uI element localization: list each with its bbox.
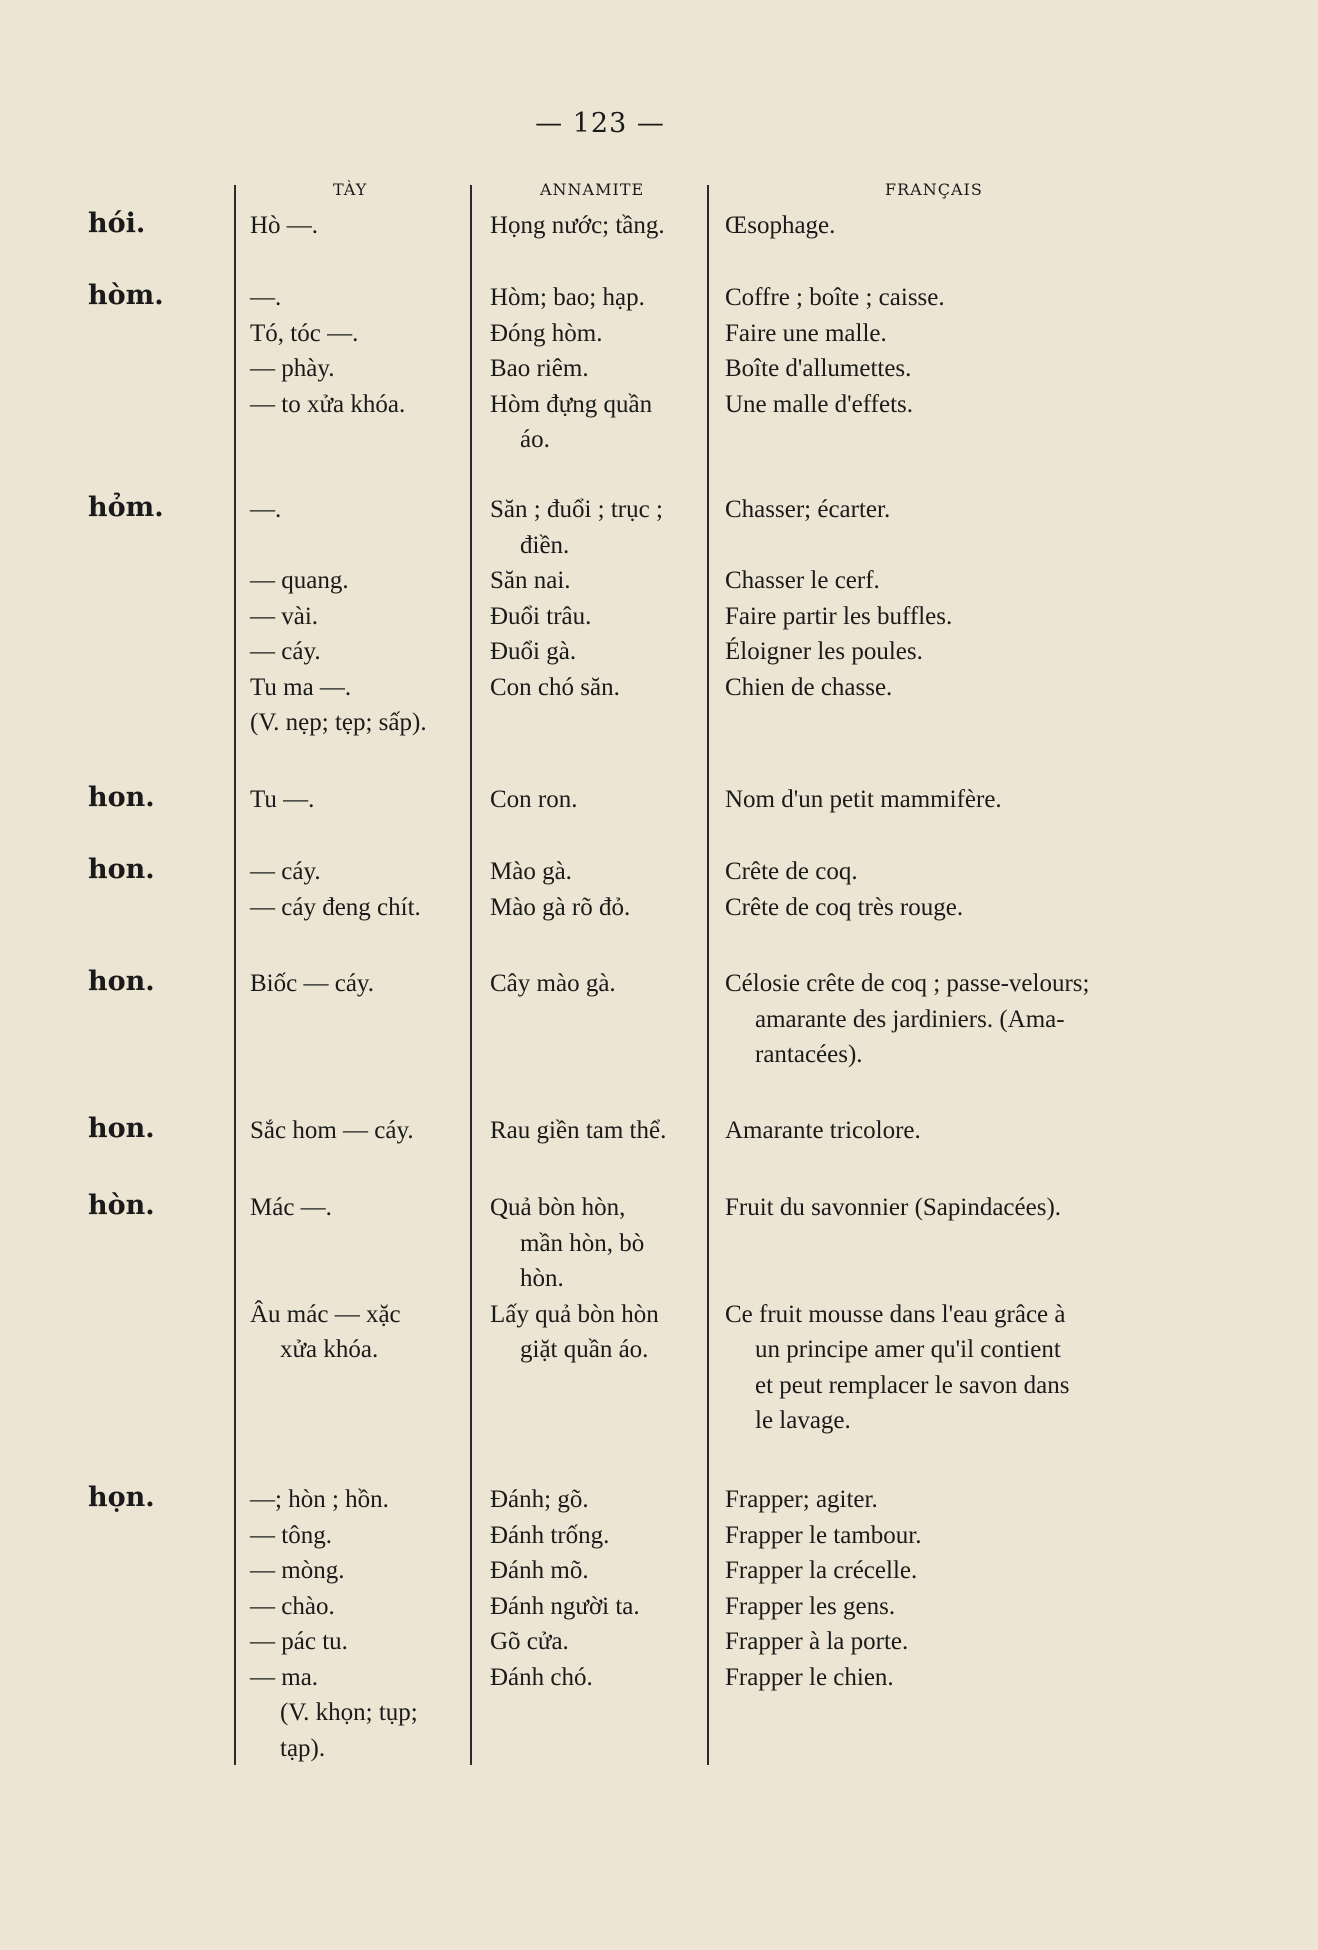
francais-cell-line: Faire partir les buffles. — [725, 602, 953, 630]
francais-cell-line: amarante des jardiniers. (Ama- — [755, 1005, 1065, 1033]
francais-cell — [725, 1190, 1165, 1439]
francais-cell-line: Frapper à la porte. — [725, 1628, 909, 1655]
francais-cell — [725, 280, 1165, 422]
francais-cell — [725, 1482, 1165, 1695]
francais-cell-line: Chasser; écarter. — [725, 496, 891, 523]
tay-cell — [250, 492, 475, 741]
francais-cell-line: Frapper le chien. — [725, 1663, 894, 1691]
tay-cell-line: — tông. — [250, 1521, 332, 1549]
tay-cell-line: xửa khóa. — [280, 1336, 379, 1363]
tay-cell-line: Hò —. — [250, 212, 319, 239]
annamite-cell-line: mần hòn, bò — [520, 1229, 645, 1257]
francais-cell-line: Une malle d'effets. — [725, 390, 914, 418]
annamite-cell-line: hòn. — [520, 1265, 564, 1292]
francais-cell-line: Œsophage. — [725, 212, 836, 239]
francais-cell-line: Crête de coq. — [725, 858, 858, 885]
francais-cell-line: Éloigner les poules. — [725, 638, 923, 665]
francais-cell-line — [725, 1226, 1165, 1262]
annamite-cell-line: Con ron. — [490, 786, 578, 813]
francais-cell-line: le lavage. — [755, 1407, 851, 1434]
francais-cell-line: Nom d'un petit mammifère. — [725, 786, 1002, 813]
headword: hỏm. — [88, 492, 164, 523]
tay-cell-line: Tó, tóc —. — [250, 319, 359, 347]
francais-cell-line — [725, 1261, 1165, 1297]
tay-cell — [250, 1190, 475, 1368]
tay-cell-line: Sắc hom — cáy. — [250, 1117, 414, 1144]
francais-cell — [725, 966, 1165, 1073]
tay-cell-line: — ma. — [250, 1663, 319, 1691]
headword: họn. — [88, 1482, 155, 1513]
annamite-cell — [490, 966, 715, 1002]
headword: hon. — [88, 854, 155, 885]
francais-cell-line: Frapper le tambour. — [725, 1521, 922, 1549]
tay-cell-line: Âu mác — xặc — [250, 1300, 401, 1328]
annamite-cell-line: Đóng hòm. — [490, 319, 603, 347]
annamite-cell — [490, 280, 715, 458]
francais-cell-line: Fruit du savonnier (Sapindacées). — [725, 1194, 1062, 1221]
francais-cell-line: Frapper; agiter. — [725, 1486, 878, 1513]
annamite-cell-line: Mào gà rõ đỏ. — [490, 893, 631, 921]
tay-cell-line: (V. nẹp; tẹp; sấp). — [250, 709, 427, 736]
column-header-francais: FRANÇAIS — [885, 180, 983, 199]
francais-cell — [725, 854, 1165, 925]
tay-cell-line: — chào. — [250, 1592, 335, 1620]
annamite-cell-line: Quả bòn hòn, — [490, 1194, 626, 1221]
tay-cell-line: — mòng. — [250, 1557, 345, 1584]
annamite-cell-line: Hòm đựng quần — [490, 390, 653, 418]
tay-cell-line: Mác —. — [250, 1194, 332, 1221]
tay-cell-line: (V. khọn; tụp; — [280, 1699, 418, 1726]
headword: hòm. — [88, 280, 164, 311]
headword: hòn. — [88, 1190, 155, 1221]
francais-cell — [725, 1113, 1165, 1149]
tay-cell-line: — vài. — [250, 602, 319, 630]
annamite-cell — [490, 854, 715, 925]
annamite-cell-line: Đuổi gà. — [490, 638, 577, 665]
francais-cell-line: rantacées). — [755, 1041, 863, 1068]
tay-cell-line: — cáy đeng chít. — [250, 893, 421, 921]
francais-cell-line: et peut remplacer le savon dans — [755, 1371, 1070, 1399]
francais-cell-line: Chien de chasse. — [725, 673, 893, 701]
tay-cell-line: Tu ma —. — [250, 673, 352, 701]
francais-cell-line: Boîte d'allumettes. — [725, 355, 912, 382]
tay-cell-line — [250, 1261, 475, 1297]
tay-cell-line: — cáy. — [250, 858, 321, 885]
annamite-cell-line: Đánh mõ. — [490, 1557, 589, 1584]
annamite-cell-line: Bao riêm. — [490, 355, 589, 382]
annamite-cell — [490, 492, 715, 705]
francais-cell-line: Chasser le cerf. — [725, 567, 880, 594]
tay-cell — [250, 782, 475, 818]
tay-cell-line: —. — [250, 284, 282, 311]
tay-cell — [250, 280, 475, 422]
annamite-cell-line: Đánh; gõ. — [490, 1486, 589, 1513]
annamite-cell — [490, 208, 715, 244]
tay-cell — [250, 966, 475, 1002]
tay-cell-line — [250, 528, 475, 564]
annamite-cell-line: giặt quần áo. — [520, 1336, 649, 1363]
francais-cell-line: Célosie crête de coq ; passe-velours; — [725, 970, 1090, 997]
annamite-cell-line: áo. — [520, 426, 550, 453]
annamite-cell — [490, 782, 715, 818]
francais-cell — [725, 782, 1165, 818]
tay-cell-line: — phày. — [250, 355, 335, 382]
francais-cell-line: Crête de coq très rouge. — [725, 893, 964, 921]
headword: hói. — [88, 208, 146, 239]
annamite-cell — [490, 1482, 715, 1695]
francais-cell-line: Frapper la crécelle. — [725, 1557, 918, 1584]
tay-cell-line: —; hòn ; hồn. — [250, 1486, 389, 1513]
annamite-cell-line: Lấy quả bòn hòn — [490, 1300, 659, 1328]
headword: hon. — [88, 1113, 155, 1144]
tay-cell-line: — cáy. — [250, 638, 321, 665]
annamite-cell-line: Đuổi trâu. — [490, 602, 592, 630]
headword: hon. — [88, 966, 155, 997]
tay-cell-line: tạp). — [280, 1734, 326, 1762]
francais-cell-line: Amarante tricolore. — [725, 1117, 921, 1144]
annamite-cell-line: Đánh người ta. — [490, 1592, 640, 1620]
francais-cell-line: Coffre ; boîte ; caisse. — [725, 284, 945, 311]
francais-cell-line: Frapper les gens. — [725, 1592, 896, 1620]
annamite-cell-line: Săn nai. — [490, 567, 571, 594]
annamite-cell-line: Họng nước; tầng. — [490, 212, 665, 239]
tay-cell-line: Tu —. — [250, 786, 315, 813]
annamite-cell-line: Săn ; đuổi ; trục ; — [490, 496, 663, 523]
tay-cell — [250, 208, 475, 244]
tay-cell — [250, 1482, 475, 1766]
tay-cell-line — [250, 1226, 475, 1262]
tay-cell-line: — quang. — [250, 567, 349, 594]
annamite-cell — [490, 1190, 715, 1368]
column-header-annamite: ANNAMITE — [540, 180, 645, 199]
tay-cell-line: —. — [250, 496, 282, 523]
tay-cell-line: Biốc — cáy. — [250, 970, 375, 997]
francais-cell-line: Ce fruit mousse dans l'eau grâce à — [725, 1300, 1066, 1328]
annamite-cell-line: Đánh trống. — [490, 1521, 610, 1549]
francais-cell-line: Faire une malle. — [725, 319, 887, 347]
annamite-cell-line: điền. — [520, 531, 570, 559]
annamite-cell-line: Con chó săn. — [490, 673, 620, 701]
annamite-cell — [490, 1113, 715, 1149]
page-number: — 123 — — [535, 108, 665, 139]
annamite-cell-line: Rau giền tam thể. — [490, 1117, 667, 1144]
tay-cell — [250, 854, 475, 925]
headword: hon. — [88, 782, 155, 813]
annamite-cell-line: Cây mào gà. — [490, 970, 616, 997]
column-header-tay: TÀY — [333, 180, 368, 199]
tay-cell — [250, 1113, 475, 1149]
annamite-cell-line: Hòm; bao; hạp. — [490, 284, 645, 311]
francais-cell-line: un principe amer qu'il contient — [755, 1336, 1061, 1363]
column-divider — [234, 185, 236, 1765]
annamite-cell-line: Đánh chó. — [490, 1663, 593, 1691]
francais-cell-line — [725, 528, 1165, 564]
francais-cell — [725, 208, 1165, 244]
francais-cell — [725, 492, 1165, 705]
tay-cell-line: — to xửa khóa. — [250, 390, 406, 418]
annamite-cell-line: Mào gà. — [490, 858, 572, 885]
tay-cell-line: — pác tu. — [250, 1628, 348, 1655]
annamite-cell-line: Gõ cửa. — [490, 1628, 569, 1655]
